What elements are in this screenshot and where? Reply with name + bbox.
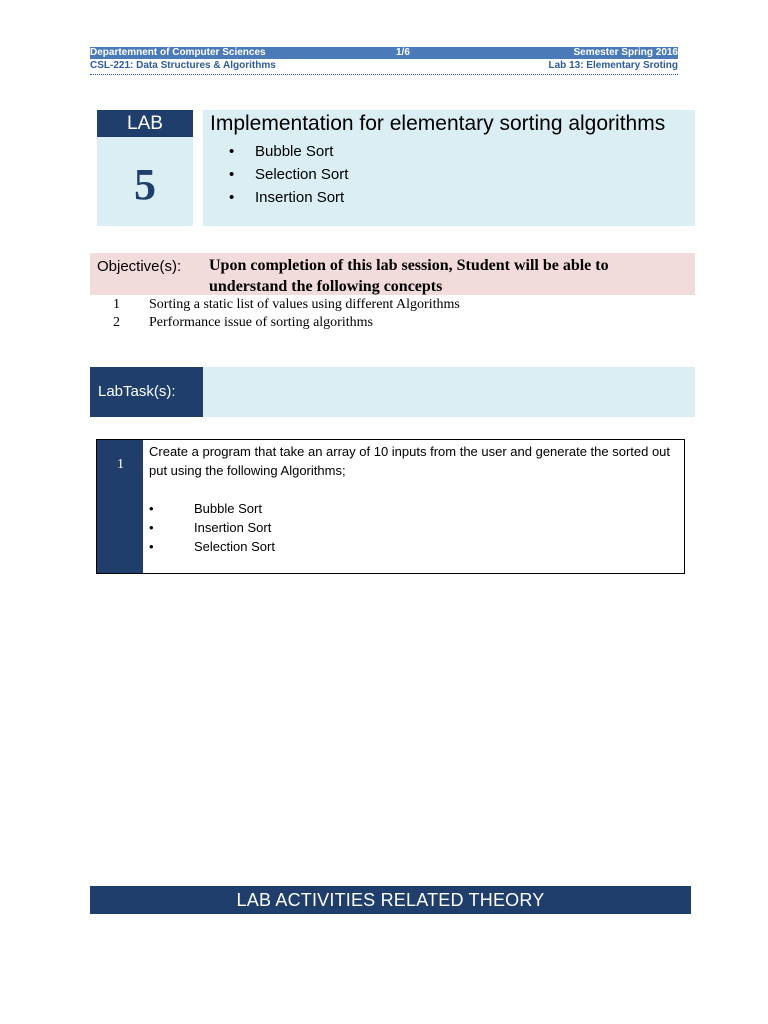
section-title-bar: LAB ACTIVITIES RELATED THEORY bbox=[90, 886, 691, 914]
lab-title-box bbox=[203, 110, 695, 226]
lab-tasks-label: LabTask(s): bbox=[90, 367, 203, 417]
list-item: 1 Sorting a static list of values using different Algorithms bbox=[113, 297, 460, 312]
header-subline bbox=[90, 60, 678, 75]
semester: Semester Spring 2016 bbox=[573, 47, 678, 58]
task-description: Create a program that take an array of 10 inputs from the user and generate the sorted out put using the following Algorithms; bbox=[149, 444, 671, 478]
list-item: 2 Performance issue of sorting algorithms bbox=[113, 315, 373, 330]
topic-list bbox=[229, 140, 348, 209]
list-item: • Bubble Sort bbox=[229, 140, 348, 163]
objective-label: Objective(s): bbox=[97, 258, 182, 275]
bullet-icon: • bbox=[229, 143, 235, 160]
list-item: • Bubble Sort bbox=[149, 501, 262, 516]
lab-title-header: Lab 13: Elementary Sroting bbox=[548, 60, 678, 71]
algorithm-list bbox=[149, 499, 275, 556]
bullet-icon: • bbox=[149, 520, 154, 535]
list-item: • Selection Sort bbox=[229, 163, 348, 186]
lab-number-box bbox=[97, 110, 193, 226]
bullet-icon: • bbox=[149, 501, 154, 516]
department-name: Departemnent of Computer Sciences bbox=[90, 47, 266, 58]
task-number-cell bbox=[97, 440, 143, 573]
objective-intro: Upon completion of this lab session, Student will be able to understand the following concepts bbox=[209, 257, 609, 295]
header-bar bbox=[90, 47, 678, 59]
page-number: 1/6 bbox=[396, 47, 410, 58]
lab-tasks-banner bbox=[203, 367, 695, 417]
objective-list bbox=[113, 296, 460, 332]
list-item: • Selection Sort bbox=[149, 539, 275, 554]
bullet-icon: • bbox=[149, 539, 154, 554]
lab-number: 5 bbox=[134, 160, 156, 209]
lab-title: Implementation for elementary sorting algorithms bbox=[210, 112, 666, 135]
task-number: 1 bbox=[117, 457, 124, 472]
lab-label: LAB bbox=[97, 110, 193, 137]
course-name: CSL-221: Data Structures & Algorithms bbox=[90, 60, 276, 71]
bullet-icon: • bbox=[229, 189, 235, 206]
bullet-icon: • bbox=[229, 166, 235, 183]
list-item: • Insertion Sort bbox=[149, 520, 272, 535]
list-item: • Insertion Sort bbox=[229, 186, 348, 209]
objective-box bbox=[90, 253, 695, 295]
task-table bbox=[96, 439, 685, 574]
